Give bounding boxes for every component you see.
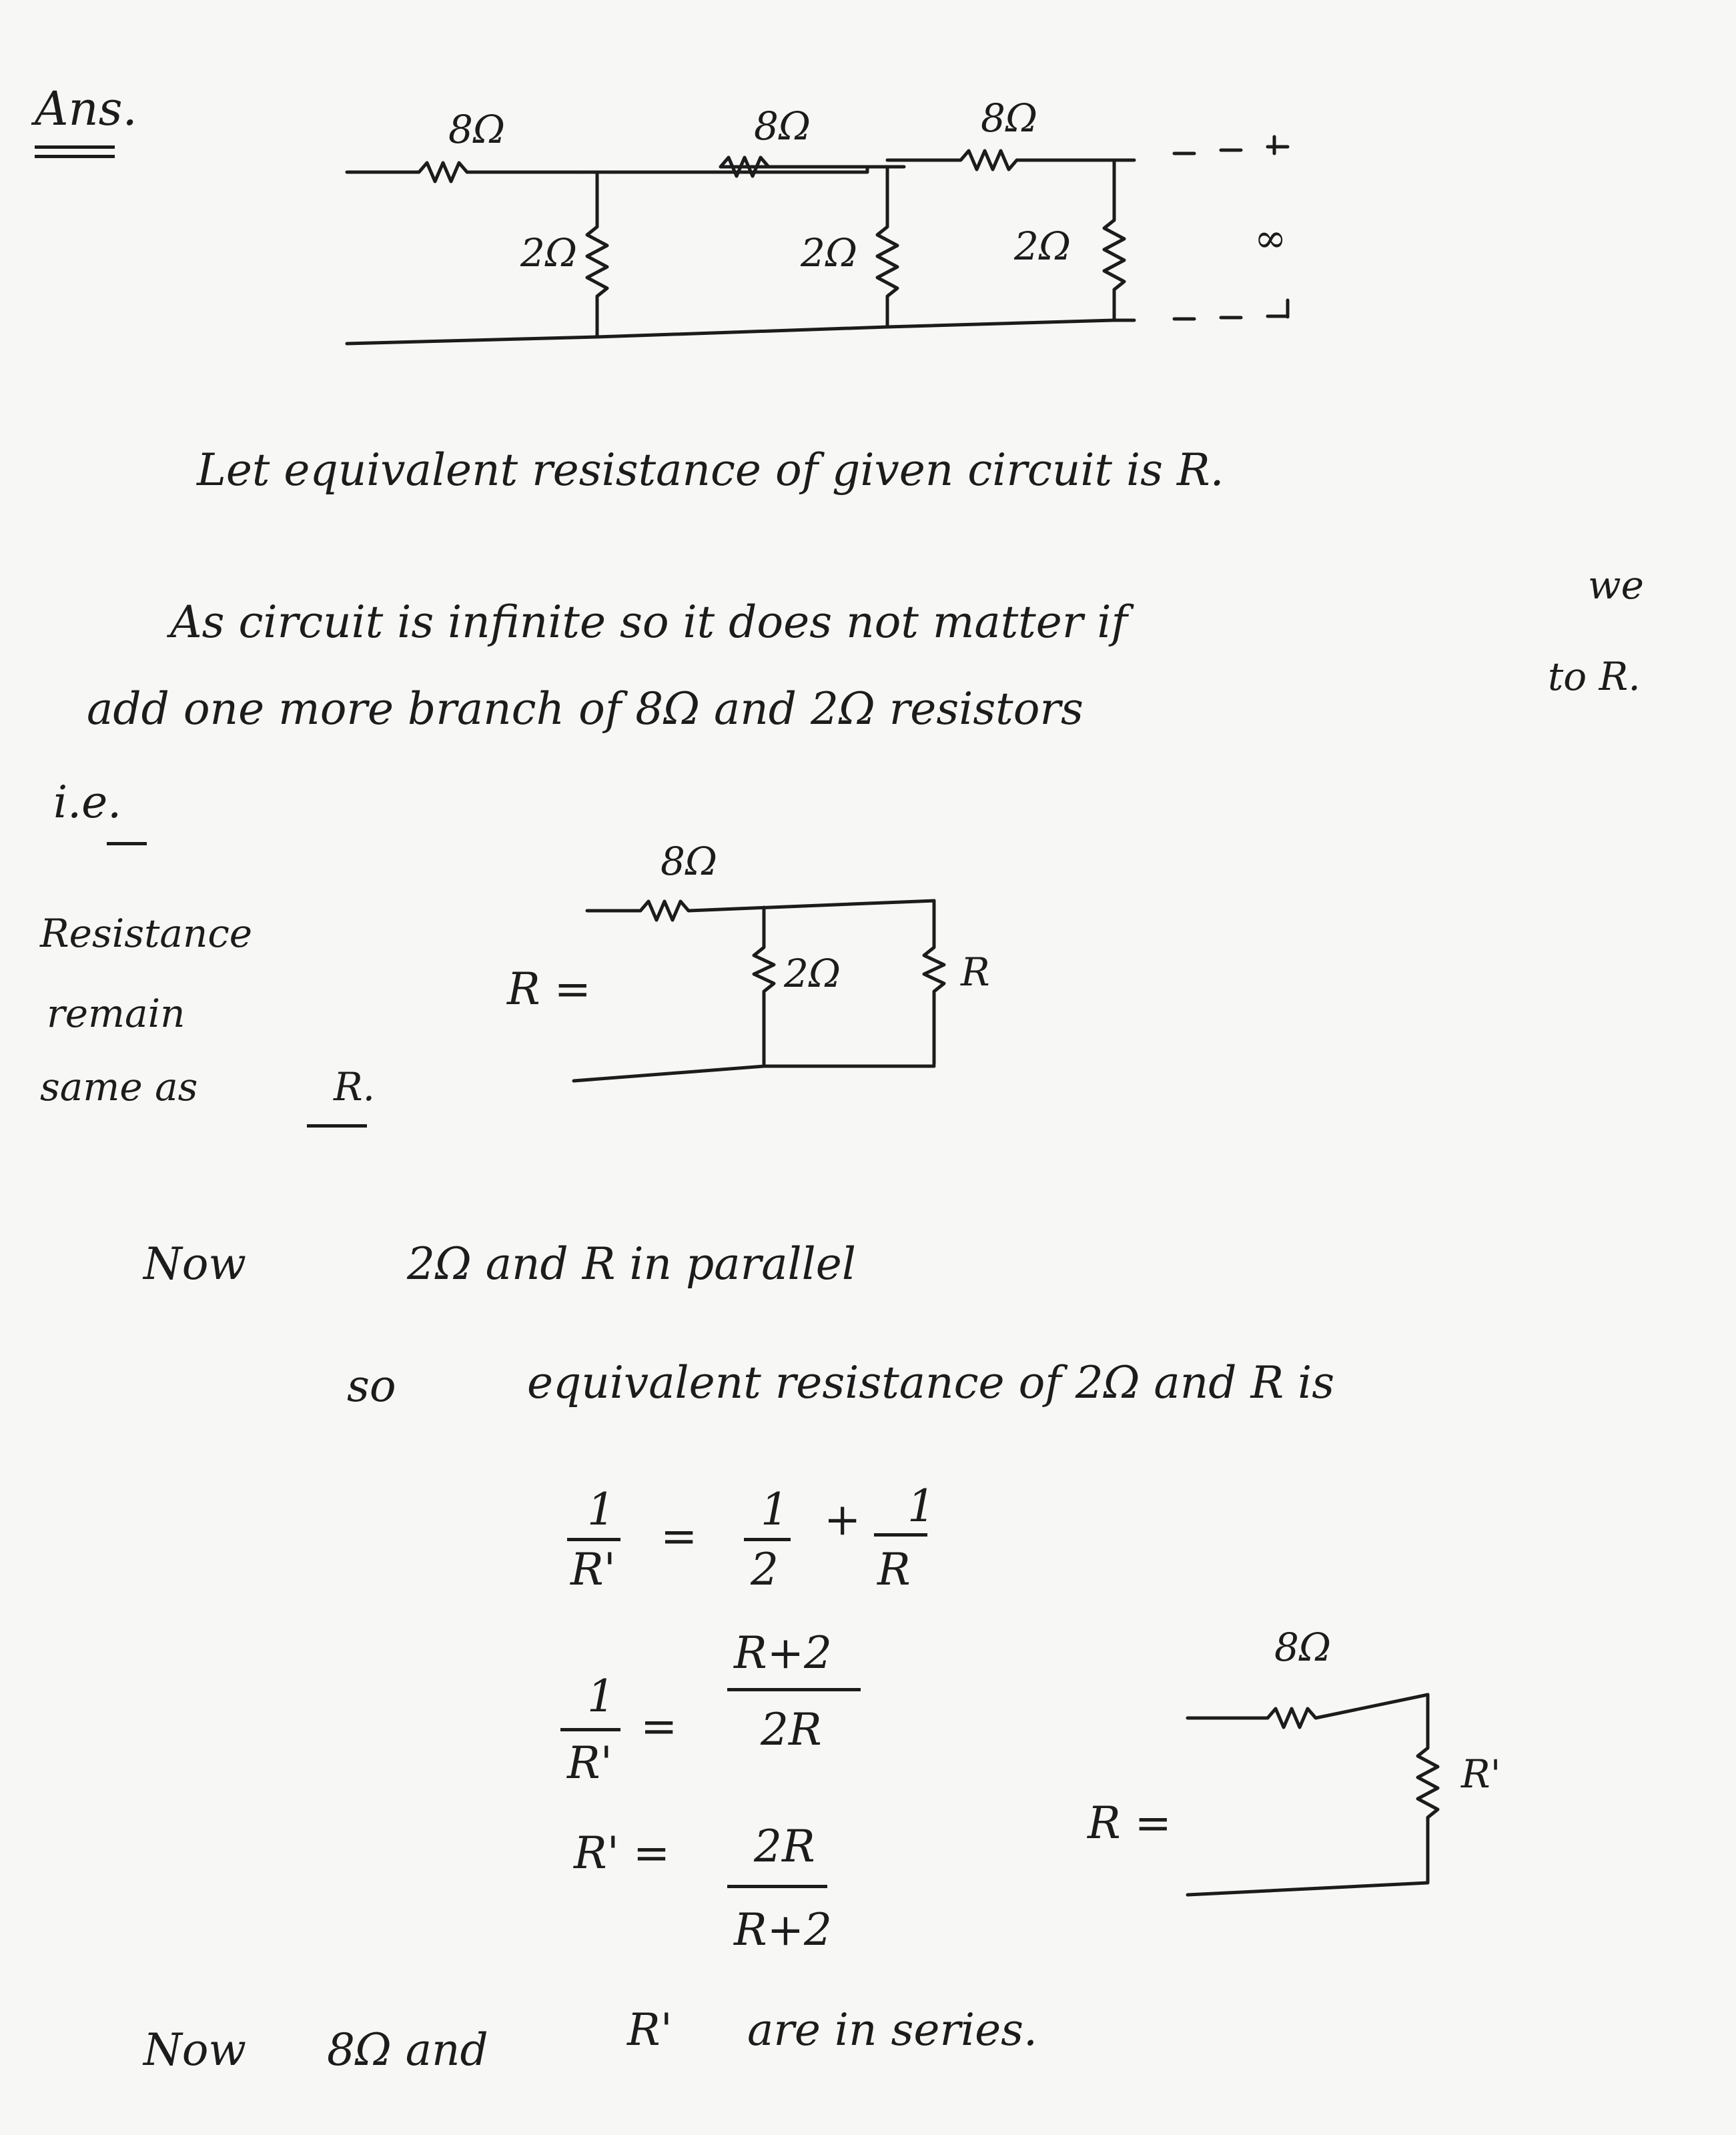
answer-label: Ans.	[35, 81, 137, 136]
series-label-3: 8Ω	[981, 95, 1037, 141]
eq1-a-den: 2	[751, 1544, 779, 1595]
footer-are-series: are in series.	[747, 2004, 1038, 2056]
explain-line-1: As circuit is infinite so it does not matter if	[170, 596, 1128, 648]
parallel-statement: 2Ω and R in parallel	[407, 1238, 856, 1290]
eq2-den: 2R	[761, 1704, 822, 1755]
circuit3-r	[1418, 1695, 1438, 1881]
side-note-underline	[307, 1124, 367, 1128]
series-label-1: 8Ω	[448, 107, 505, 152]
circuit3-top	[1188, 1695, 1428, 1727]
circuit3-lhs: R =	[1088, 1797, 1172, 1849]
infinity-symbol: ∞	[1254, 216, 1287, 261]
series-circuit	[1188, 1695, 1438, 1895]
shunt-resistor-1	[587, 172, 607, 337]
eq3-bar	[727, 1885, 827, 1888]
eq2-equals: =	[640, 1701, 678, 1752]
circuit2-lhs: R =	[507, 963, 591, 1015]
circuit3-series-label: 8Ω	[1274, 1625, 1331, 1670]
explain-line-2: add one more branch of 8Ω and 2Ω resistors	[87, 683, 1083, 735]
now-label: Now	[143, 1238, 246, 1290]
circuit2-top	[587, 901, 934, 920]
bottom-rail	[347, 320, 1134, 344]
so-label: so	[347, 1360, 396, 1412]
explain-line-1-end: we	[1588, 562, 1644, 608]
equivalent-circuit	[574, 901, 944, 1081]
shunt-resistor-2	[877, 167, 897, 327]
series-label-2: 8Ω	[754, 103, 811, 149]
shunt-resistor-3	[1104, 160, 1124, 320]
eq1-plus: +	[824, 1494, 861, 1545]
side-note-2: remain	[47, 991, 185, 1036]
circuit3-r-label: R'	[1461, 1751, 1501, 1797]
circuit2-r	[924, 901, 944, 1064]
eq2-bar	[727, 1688, 861, 1691]
eq1-lhs-den: R'	[570, 1544, 616, 1595]
shunt-label-3: 2Ω	[1014, 224, 1071, 269]
eq1-lhs-bar	[567, 1538, 620, 1541]
circuit3-bottom	[1188, 1883, 1428, 1895]
circuit2-series-label: 8Ω	[661, 839, 717, 884]
explain-line-2-end: to R.	[1548, 654, 1641, 699]
eq1-lhs-num: 1	[587, 1484, 615, 1535]
eq1-equals: =	[661, 1511, 698, 1562]
eq1-a-bar	[744, 1538, 791, 1541]
eq2-lhs-den: R'	[567, 1737, 612, 1789]
intro-line: Let equivalent resistance of given circuit is R.	[197, 444, 1224, 496]
eq2-lhs-bar	[560, 1728, 620, 1731]
ie-underline	[107, 842, 147, 845]
eq3-den: R+2	[734, 1904, 832, 1956]
footer-rprime: R'	[627, 2004, 673, 2056]
equivalent-statement: equivalent resistance of 2Ω and R is	[527, 1357, 1335, 1408]
shunt-label-2: 2Ω	[801, 230, 857, 276]
eq1-b-bar	[874, 1533, 927, 1537]
ie-label: i.e.	[53, 777, 122, 828]
eq2-lhs-num: 1	[587, 1671, 615, 1722]
footer-now: Now	[143, 2024, 246, 2076]
circuit2-r-label: R	[961, 949, 990, 995]
top-rail	[347, 157, 887, 181]
eq2-num: R+2	[734, 1627, 832, 1679]
eq3-num: 2R	[754, 1821, 815, 1872]
circuit2-shunt	[754, 907, 774, 1064]
side-note-4: R.	[334, 1064, 376, 1110]
eq1-b-den: R	[877, 1544, 911, 1595]
eq1-a-num: 1	[761, 1484, 789, 1535]
circuit2-shunt-label: 2Ω	[784, 951, 841, 996]
side-note-3: same as	[40, 1064, 198, 1110]
side-note-1: Resistance	[40, 911, 253, 956]
eq3-lhs: R' =	[574, 1827, 671, 1879]
eq1-b-num: 1	[907, 1480, 935, 1532]
circuit2-bottom	[574, 1066, 934, 1081]
footer-series-text: 8Ω and	[327, 2024, 488, 2076]
shunt-label-1: 2Ω	[520, 230, 577, 276]
